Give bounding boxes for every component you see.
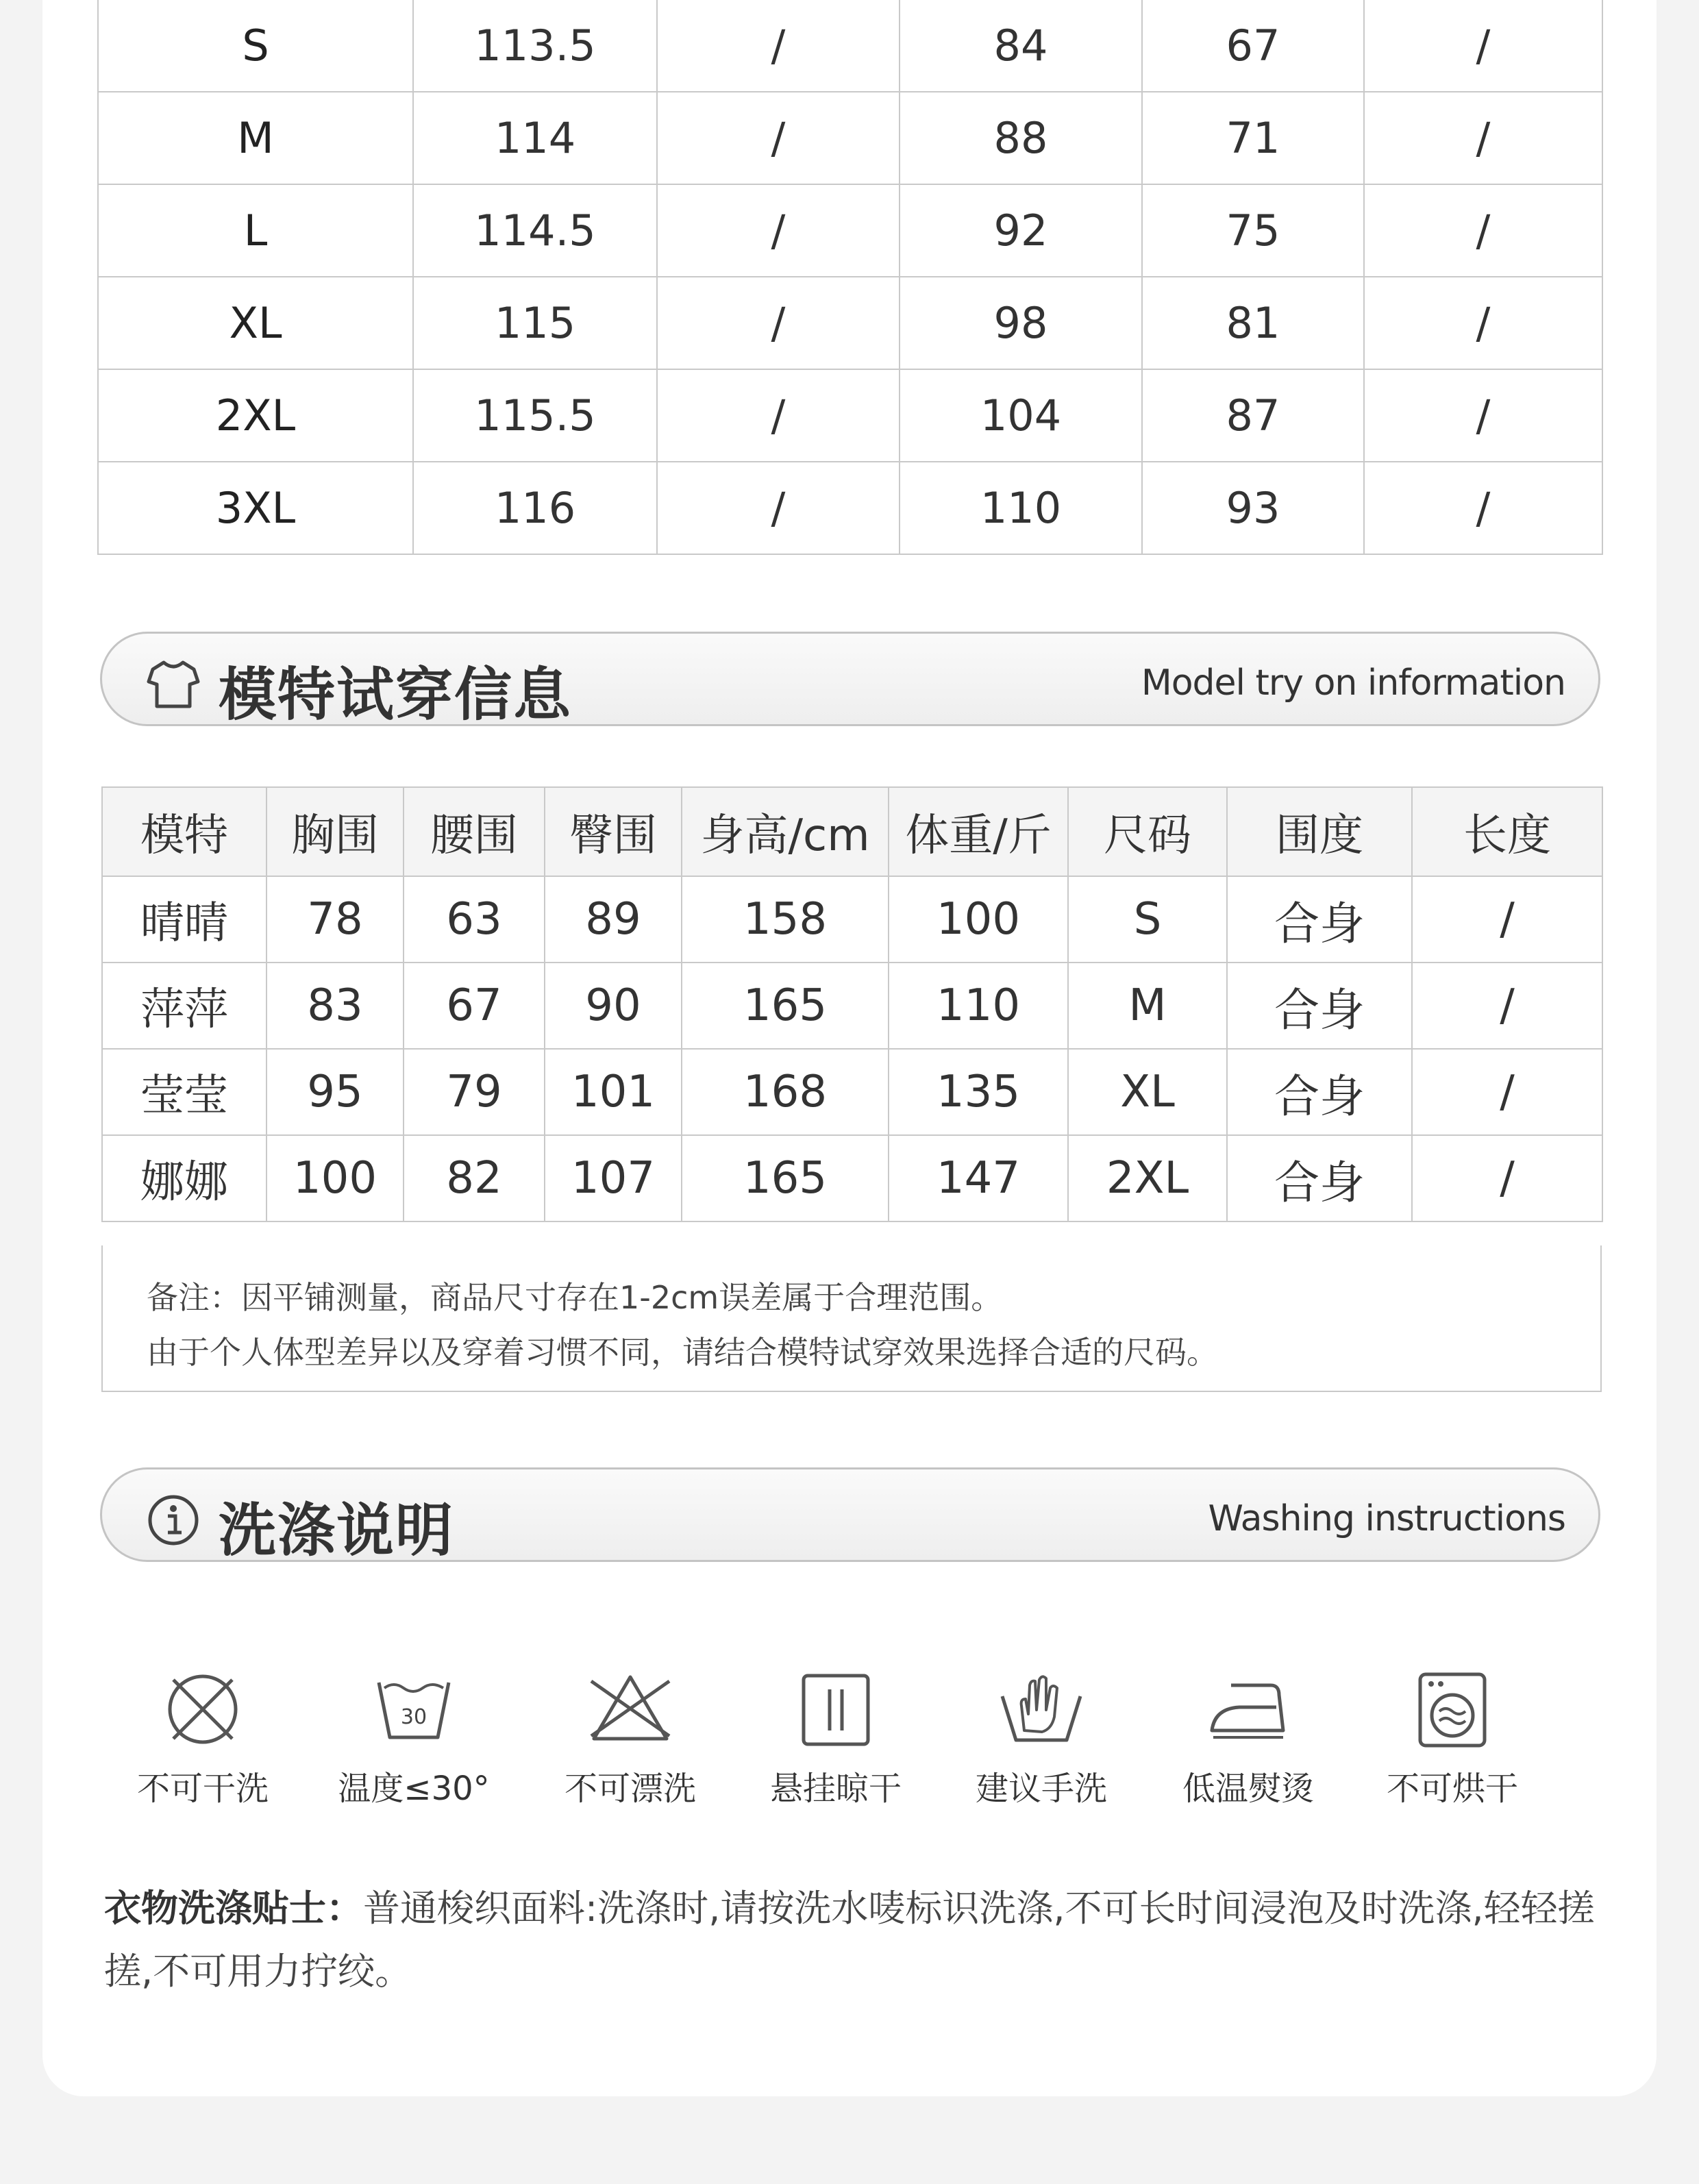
size-table-cell: 67 xyxy=(1142,0,1364,92)
no-bleach-icon xyxy=(586,1665,675,1754)
model-table-cell: 135 xyxy=(889,1049,1068,1135)
model-table-cell: 63 xyxy=(404,876,545,963)
model-table-cell: 89 xyxy=(545,876,682,963)
model-table-cell: 娜娜 xyxy=(102,1135,266,1221)
model-table-header-cell: 长度 xyxy=(1412,787,1602,876)
model-table-cell: 82 xyxy=(404,1135,545,1221)
model-notes xyxy=(101,1245,1602,1392)
model-table-cell: M xyxy=(1068,963,1227,1049)
model-table-cell: 165 xyxy=(682,1135,889,1221)
size-table-cell: L xyxy=(98,184,413,277)
model-table-cell: 晴晴 xyxy=(102,876,266,963)
shirt-icon xyxy=(145,656,202,713)
svg-text:30: 30 xyxy=(400,1705,427,1729)
size-table-cell: S xyxy=(98,0,413,92)
model-table-cell: 90 xyxy=(545,963,682,1049)
model-info-subtitle: Model try on information xyxy=(1141,662,1565,704)
size-table-cell: / xyxy=(657,277,900,369)
wash-item-low-iron: 低温熨烫 xyxy=(1145,1665,1351,1809)
wash-item-hand-wash: 建议手洗 xyxy=(939,1665,1144,1809)
size-table-cell: 84 xyxy=(900,0,1142,92)
size-table-cell: / xyxy=(657,0,900,92)
washing-header xyxy=(100,1467,1600,1562)
size-table-cell: 114.5 xyxy=(413,184,657,277)
size-table-cell: / xyxy=(657,92,900,184)
size-table-cell: / xyxy=(657,369,900,462)
model-table xyxy=(101,786,1603,1222)
model-table-cell: 2XL xyxy=(1068,1135,1227,1221)
model-table-header-row xyxy=(102,787,1602,876)
size-table-cell: 113.5 xyxy=(413,0,657,92)
hang-dry-icon xyxy=(791,1665,880,1754)
size-table-cell: 81 xyxy=(1142,277,1364,369)
model-table-row xyxy=(102,1135,1602,1221)
note-line: 备注：因平铺测量，商品尺寸存在1-2cm误差属于合理范围。 xyxy=(147,1279,1003,1316)
size-table-row xyxy=(98,0,1602,92)
model-table-cell: 合身 xyxy=(1227,963,1412,1049)
size-table-cell: / xyxy=(1364,277,1602,369)
size-table-cell: 116 xyxy=(413,462,657,554)
size-table-cell: / xyxy=(1364,0,1602,92)
model-table-cell: 83 xyxy=(266,963,404,1049)
model-table-cell: 100 xyxy=(889,876,1068,963)
info-icon xyxy=(145,1491,202,1549)
size-table-cell: / xyxy=(1364,369,1602,462)
model-table-cell: 158 xyxy=(682,876,889,963)
model-table-cell: 147 xyxy=(889,1135,1068,1221)
model-table-header-cell: 身高/cm xyxy=(682,787,889,876)
model-table-header-cell: 臀围 xyxy=(545,787,682,876)
size-table-cell: 2XL xyxy=(98,369,413,462)
model-table-cell: 168 xyxy=(682,1049,889,1135)
size-table-row xyxy=(98,92,1602,184)
note-line: 由于个人体型差异以及穿着习惯不同，请结合模特试穿效果选择合适的尺码。 xyxy=(147,1334,1218,1371)
model-table-row xyxy=(102,1049,1602,1135)
hand-wash-icon xyxy=(997,1665,1086,1754)
model-table-header-cell: 腰围 xyxy=(404,787,545,876)
size-table-row xyxy=(98,277,1602,369)
size-table-cell: 71 xyxy=(1142,92,1364,184)
model-table-header-cell: 围度 xyxy=(1227,787,1412,876)
model-table-cell: 78 xyxy=(266,876,404,963)
model-info-title: 模特试穿信息 xyxy=(219,661,573,728)
model-table-cell: 101 xyxy=(545,1049,682,1135)
model-table-cell: 107 xyxy=(545,1135,682,1221)
size-table-cell: 98 xyxy=(900,277,1142,369)
model-table-header-cell: 体重/斤 xyxy=(889,787,1068,876)
model-table-cell: 67 xyxy=(404,963,545,1049)
size-table-cell: 114 xyxy=(413,92,657,184)
washing-tips-text: 普通梭织面料:洗涤时,请按洗水唛标识洗涤,不可长时间浸泡及时洗涤,轻轻搓搓,不可用力拧绞。 xyxy=(104,1887,1595,1993)
washing-subtitle: Washing instructions xyxy=(1208,1498,1565,1539)
size-table-cell: XL xyxy=(98,277,413,369)
size-table-cell: 92 xyxy=(900,184,1142,277)
size-table-cell: 75 xyxy=(1142,184,1364,277)
model-table-cell: 合身 xyxy=(1227,1135,1412,1221)
size-table-cell: / xyxy=(1364,462,1602,554)
size-table-cell: 110 xyxy=(900,462,1142,554)
size-table-cell: / xyxy=(657,462,900,554)
wash-30-icon xyxy=(369,1665,458,1754)
model-table-cell: 莹莹 xyxy=(102,1049,266,1135)
no-dry-clean-icon xyxy=(158,1665,247,1754)
model-table-cell: 100 xyxy=(266,1135,404,1221)
model-table-cell: / xyxy=(1412,1049,1602,1135)
size-table-cell: 115 xyxy=(413,277,657,369)
wash-item-30-degrees: 30 温度≤30° xyxy=(311,1665,517,1809)
wash-item-hang-dry: 悬挂晾干 xyxy=(733,1665,939,1809)
no-tumble-dry-icon xyxy=(1408,1665,1497,1754)
size-table-cell: 88 xyxy=(900,92,1142,184)
size-table-row xyxy=(98,184,1602,277)
size-table-cell: / xyxy=(657,184,900,277)
size-table-cell: M xyxy=(98,92,413,184)
wash-item-no-tumble-dry: 不可烘干 xyxy=(1350,1665,1555,1809)
size-table xyxy=(97,0,1603,555)
size-table-row xyxy=(98,369,1602,462)
model-table-cell: 萍萍 xyxy=(102,963,266,1049)
washing-tips xyxy=(104,1877,1625,2003)
model-table-cell: XL xyxy=(1068,1049,1227,1135)
model-table-cell: 合身 xyxy=(1227,876,1412,963)
model-table-cell: / xyxy=(1412,963,1602,1049)
wash-item-no-bleach: 不可漂洗 xyxy=(528,1665,733,1809)
model-table-cell: / xyxy=(1412,876,1602,963)
low-iron-icon xyxy=(1204,1665,1293,1754)
size-table-cell: 115.5 xyxy=(413,369,657,462)
model-table-header-cell: 胸围 xyxy=(266,787,404,876)
model-table-header-cell: 模特 xyxy=(102,787,266,876)
model-table-cell: 合身 xyxy=(1227,1049,1412,1135)
size-table-row xyxy=(98,462,1602,554)
model-table-row xyxy=(102,876,1602,963)
model-table-header-cell: 尺码 xyxy=(1068,787,1227,876)
size-table-cell: / xyxy=(1364,92,1602,184)
model-table-cell: 95 xyxy=(266,1049,404,1135)
size-table-cell: 104 xyxy=(900,369,1142,462)
wash-item-no-dry-clean: 不可干洗 xyxy=(100,1665,306,1809)
washing-title: 洗涤说明 xyxy=(219,1497,455,1564)
size-table-cell: 3XL xyxy=(98,462,413,554)
size-table-cell: 87 xyxy=(1142,369,1364,462)
washing-tips-label: 衣物洗涤贴士： xyxy=(104,1887,363,1930)
model-table-cell: S xyxy=(1068,876,1227,963)
size-table-cell: 93 xyxy=(1142,462,1364,554)
model-table-cell: / xyxy=(1412,1135,1602,1221)
size-table-cell: / xyxy=(1364,184,1602,277)
model-info-header xyxy=(100,632,1600,726)
model-table-cell: 79 xyxy=(404,1049,545,1135)
model-table-cell: 110 xyxy=(889,963,1068,1049)
model-table-row xyxy=(102,963,1602,1049)
model-table-cell: 165 xyxy=(682,963,889,1049)
